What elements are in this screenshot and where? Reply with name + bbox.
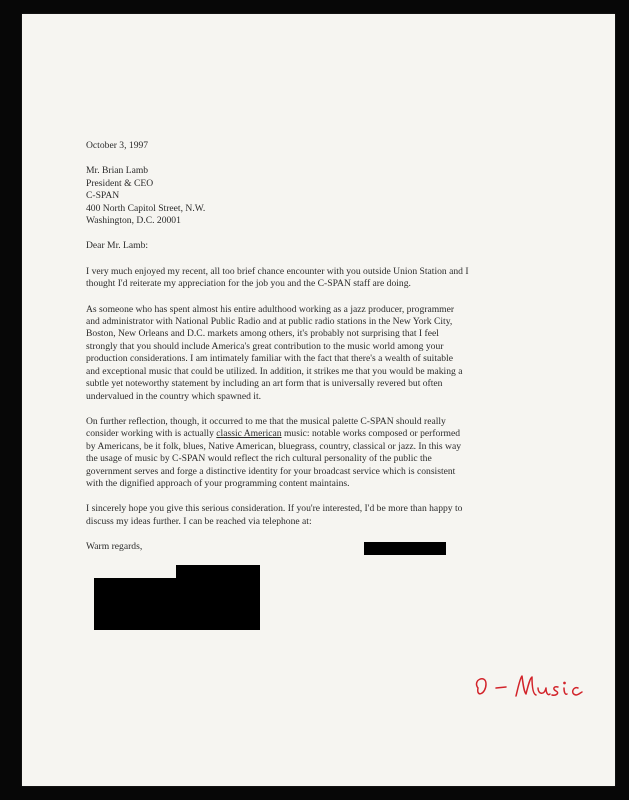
paragraph-line: by Americans, be it folk, blues, Native American, bluegrass, country, classical or jazz. In this way [86,440,462,452]
recipient-address [86,165,560,227]
underlined-phrase: classic American [216,428,282,440]
paragraph-line: subtle yet noteworthy statement by including an art form that is universally revered but often [86,378,443,390]
paragraph-line: discuss my ideas further. I can be reached via telephone at: [86,515,312,527]
paragraph-line: the usage of music by C-SPAN would reflect the rich cultural personality of the public the [86,453,432,465]
handwritten-note-drawing [470,668,600,708]
paragraph-line: thought I'd reiterate my appreciation for the job you and the C-SPAN staff are doing. [86,278,411,290]
paragraph-3 [86,416,560,490]
address-line: Washington, D.C. 20001 [86,215,181,227]
paragraph-line: I sincerely hope you give this serious consideration. If you're interested, I'd be more than happy to [86,503,463,515]
paragraph-line: with the dignified approach of your programming content maintains. [86,477,350,489]
address-line: C-SPAN [86,190,120,202]
paragraph-line: and administrator with National Public Radio and at public radio stations in the New York City, [86,316,453,328]
paragraph-line: and exceptional music that could be utilized. In addition, it strikes me that you would be making a [86,365,463,377]
closing: Warm regards, [86,541,143,553]
handwritten-note [470,668,600,708]
paragraph-line: As someone who has spent almost his entire adulthood working as a jazz producer, programmer [86,303,455,315]
redaction-signature-block [94,578,260,630]
paragraph-line [86,428,560,440]
paragraph-line: undervalued in the country which spawned it. [86,390,262,402]
text-segment: consider working with is actually [86,428,217,440]
paragraph-2 [86,304,560,403]
address-line: 400 North Capitol Street, N.W. [86,202,206,214]
paragraph-line: Boston, New Orleans and D.C. markets among others, it's probably not surprising that I feel [86,328,439,340]
letter-body [86,140,560,554]
address-line: Mr. Brian Lamb [86,165,149,177]
text-segment: music: notable works composed or performed [281,428,461,440]
paragraph-1 [86,266,560,291]
paragraph-line: government serves and forge a distinctive identity for your broadcast service which is consistent [86,465,456,477]
address-line: President & CEO [86,177,154,189]
paragraph-line: I very much enjoyed my recent, all too brief chance encounter with you outside Union Station and I [86,265,469,277]
letter-date: October 3, 1997 [86,140,149,151]
paragraph-line: strongly that you should include America's great contribution to the music world among your [86,340,444,352]
paragraph-line: On further reflection, though, it occurred to me that the musical palette C-SPAN should really [86,415,446,427]
paragraph-4 [86,503,560,528]
paragraph-line: production considerations. I am intimately familiar with the fact that there's a wealth of suitable [86,353,453,365]
salutation: Dear Mr. Lamb: [86,240,149,252]
redaction-phone [364,542,446,555]
